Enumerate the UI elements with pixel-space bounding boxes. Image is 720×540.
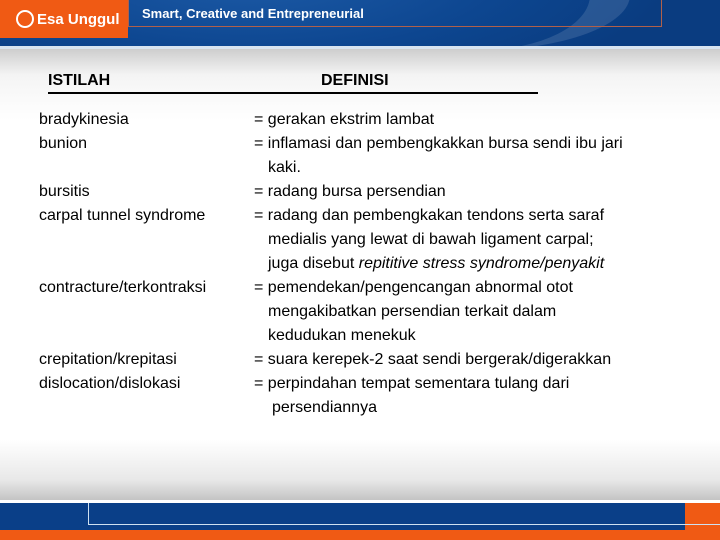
glossary-term: bradykinesia [39, 111, 129, 128]
brand-name: Esa Unggul [37, 10, 120, 28]
glossary-definition [268, 302, 556, 322]
glossary-definition [254, 350, 611, 370]
heading-term: ISTILAH [48, 72, 111, 89]
footer-frame [88, 503, 720, 525]
glossary-term: crepitation/krepitasi [39, 351, 177, 368]
definition-text: = inflamasi dan pembengkakkan bursa sendi ibu jari [254, 135, 623, 152]
glossary-definition [268, 326, 416, 346]
definition-text: juga disebut [268, 255, 359, 272]
definition-text: = radang bursa persendian [254, 183, 446, 200]
definition-italic: repititive stress syndrome/penyakit [358, 255, 605, 272]
definition-text: = pemendekan/pengencangan abnormal otot [254, 279, 573, 296]
glossary-term: bursitis [39, 183, 90, 200]
glossary-term: contracture/terkontraksi [39, 279, 207, 296]
definition-text: persendiannya [272, 399, 377, 416]
glossary-definition [268, 158, 301, 178]
definition-text: = radang dan pembengkakan tendons serta saraf [254, 207, 605, 224]
column-headings [48, 72, 538, 94]
glossary-definition [254, 206, 604, 226]
glossary-term: dislocation/dislokasi [39, 375, 181, 392]
glossary-definition [254, 110, 434, 130]
footer-bar [0, 500, 720, 540]
header-banner [0, 0, 720, 49]
glossary-definition [272, 398, 377, 418]
glossary-term: carpal tunnel syndrome [39, 207, 206, 224]
definition-text: = perpindahan tempat sementara tulang dari [254, 375, 570, 392]
glossary-definition [268, 254, 604, 274]
glossary-definition [254, 182, 446, 202]
glossary-definition [254, 278, 573, 298]
glossary-term: bunion [39, 135, 88, 152]
heading-definition: DEFINISI [321, 72, 389, 89]
definition-text: = gerakan ekstrim lambat [254, 111, 435, 128]
glossary-definition [254, 134, 623, 154]
glossary-definition [254, 374, 569, 394]
definition-text: kedudukan menekuk [268, 327, 416, 344]
definition-text: = suara kerepek-2 saat sendi bergerak/digerakkan [254, 351, 612, 368]
glossary-definition [268, 230, 594, 250]
definition-text: kaki. [268, 159, 301, 176]
logo [0, 0, 128, 38]
definition-text: mengakibatkan persendian terkait dalam [268, 303, 557, 320]
logo-mark-icon [16, 10, 34, 28]
definition-text: medialis yang lewat di bawah ligament carpal; [268, 231, 594, 248]
tagline: Smart, Creative and Entrepreneurial [142, 6, 364, 21]
